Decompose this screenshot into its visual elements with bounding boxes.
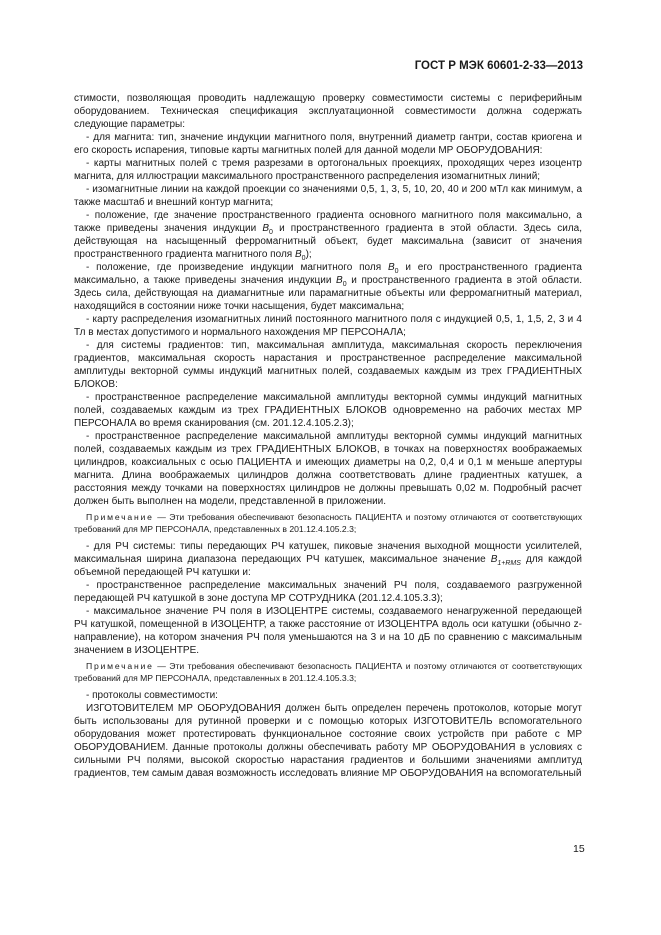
list-item: - изомагнитные линии на каждой проекции со значениями 0,5, 1, 3, 5, 10, 20, 40 и 200 мТл как минимум, а также масштаб и внешний контур магнита; [74,184,582,208]
list-item: - пространственное распределение максимальных значений РЧ поля, создаваемого разгруженной передающей РЧ катушкой в зоне доступа МР СОТРУДНИКА (201.12.4.105.3.3); [74,580,582,604]
document-body [74,92,582,780]
document-header: ГОСТ Р МЭК 60601-2-33—2013 [414,60,583,72]
page-number: 15 [573,843,585,855]
list-item: - протоколы совместимости: [86,690,218,701]
list-item: - положение, где произведение индукции магнитного поля $B_0$ и его пространственного градиента максимально, а также приведены значения индукции $B_0$ и пространственного градиента в этой области. Здесь сила, действующая на диамагнитные или парамагнитные объекты или ферромагнитный материал, находящийся в состоянии ниже точки насыщения, будет максимальна; [74,262,582,312]
list-item: - для магнита: тип, значение индукции магнитного поля, внутренний диаметр гантри, состав криогена и его скорость испарения, типовые карты магнитных полей для данной модели МР ОБОРУДОВАНИЯ: [74,132,582,156]
paragraph: ИЗГОТОВИТЕЛЕМ МР ОБОРУДОВАНИЯ должен быть определен перечень протоколов, которые могут быть использованы для рутинной проверки и с помощью которых ИЗГОТОВИТЕЛЬ вспомогательного оборудования может протестировать функциональное состояние своих устройств при работе с МР ОБОРУДОВАНИЕМ. Данные протоколы должны обеспечивать работу МР ОБОРУДОВАНИЯ в условиях с сильными РЧ полями, высокой скоростью нарастания градиентов и большими значениями амплитуд градиентов, тем самым давая возможность исследовать влияние МР ОБОРУДОВАНИЯ на вспомогательный [74,703,582,779]
list-item: - для РЧ системы: типы передающих РЧ катушек, пиковые значения выходной мощности усилителей, максимальная ширина диапазона передающих РЧ катушек, максимальное значение $B_{1+RMS}$ для каждой объемной передающей РЧ катушки и: [74,541,582,578]
note: Примечание — Эти требования обеспечивают безопасность ПАЦИЕНТА и поэтому отличаются от соответствующих требований для МР ПЕРСОНАЛА, представленных в 201.12.4.105.2.3; [74,512,582,534]
list-item: - положение, где значение пространственного градиента основного магнитного поля максимально, а также приведены значения индукции $B_0$ и пространственного градиента в этой области. Здесь сила, действующая на насыщенный ферромагнитный объект, будет максимальна (зависит от значения пространственного градиента магнитного поля $B_0$); [74,210,582,262]
list-item: - пространственное распределение максимальной амплитуды векторной суммы индукций магнитных полей, создаваемых каждым из трех ГРАДИЕНТНЫХ БЛОКОВ одновременно на рабочих местах МР ПЕРСОНАЛА во время сканирования (см. 201.12.4.105.2.3); [74,392,582,429]
list-item: - карту распределения изомагнитных линий постоянного магнитного поля с индукцией 0,5, 1, 1,5, 2, 3 и 4 Тл в местах допустимого и нормального нахождения МР ПЕРСОНАЛА; [74,314,582,338]
list-item: - максимальное значение РЧ поля в ИЗОЦЕНТРЕ системы, создаваемого ненагруженной передающей РЧ катушкой, помещенной в ИЗОЦЕНТР, а также расстояние от ИЗОЦЕНТРА вдоль оси катушки (обычно z-направление), на котором значения РЧ поля уменьшаются на 3 и на 10 дБ по сравнению с максимальным значением в ИЗОЦЕНТРЕ. [74,606,582,656]
list-item: - пространственное распределение максимальной амплитуды векторной суммы индукций магнитных полей, создаваемых каждым из трех ГРАДИЕНТНЫХ БЛОКОВ, в точках на поверхностях воображаемых цилиндров, коаксиальных с осью ПАЦИЕНТА и имеющих диаметры на 0,2, 0,4 и 0,1 м меньше апертуры магнита. Длина воображаемых цилиндров должна соответствовать длине градиентных катушек, а расстояния между точками на поверхностях цилиндров не должны превышать 0,02 м. Подробный расчет должен быть выполнен на модели, представленной в приложении. [74,431,582,507]
note-label: Примечание [86,512,154,522]
list-item: - карты магнитных полей с тремя разрезами в ортогональных проекциях, проходящих через изоцентр магнита, для иллюстрации максимального пространственного распределения изомагнитных линий; [74,158,582,182]
list-item: - для системы градиентов: тип, максимальная амплитуда, максимальная скорость переключения градиентов, максимальная скорость нарастания и пространственное распределение максимальной амплитуды векторной суммы индукций магнитных полей, создаваемых каждым из трех ГРАДИЕНТНЫХ БЛОКОВ: [74,340,582,390]
note-label: Примечание [86,661,154,671]
paragraph: стимости, позволяющая проводить надлежащую проверку совместимости системы с периферийным оборудованием. Техническая спецификация эксплуатационной совместимости должна содержать следующие параметры: [74,93,582,130]
note: Примечание — Эти требования обеспечивают безопасность ПАЦИЕНТА и поэтому отличаются от соответствующих требований для МР ПЕРСОНАЛА, представленных в 201.12.4.105.3.3; [74,661,582,683]
